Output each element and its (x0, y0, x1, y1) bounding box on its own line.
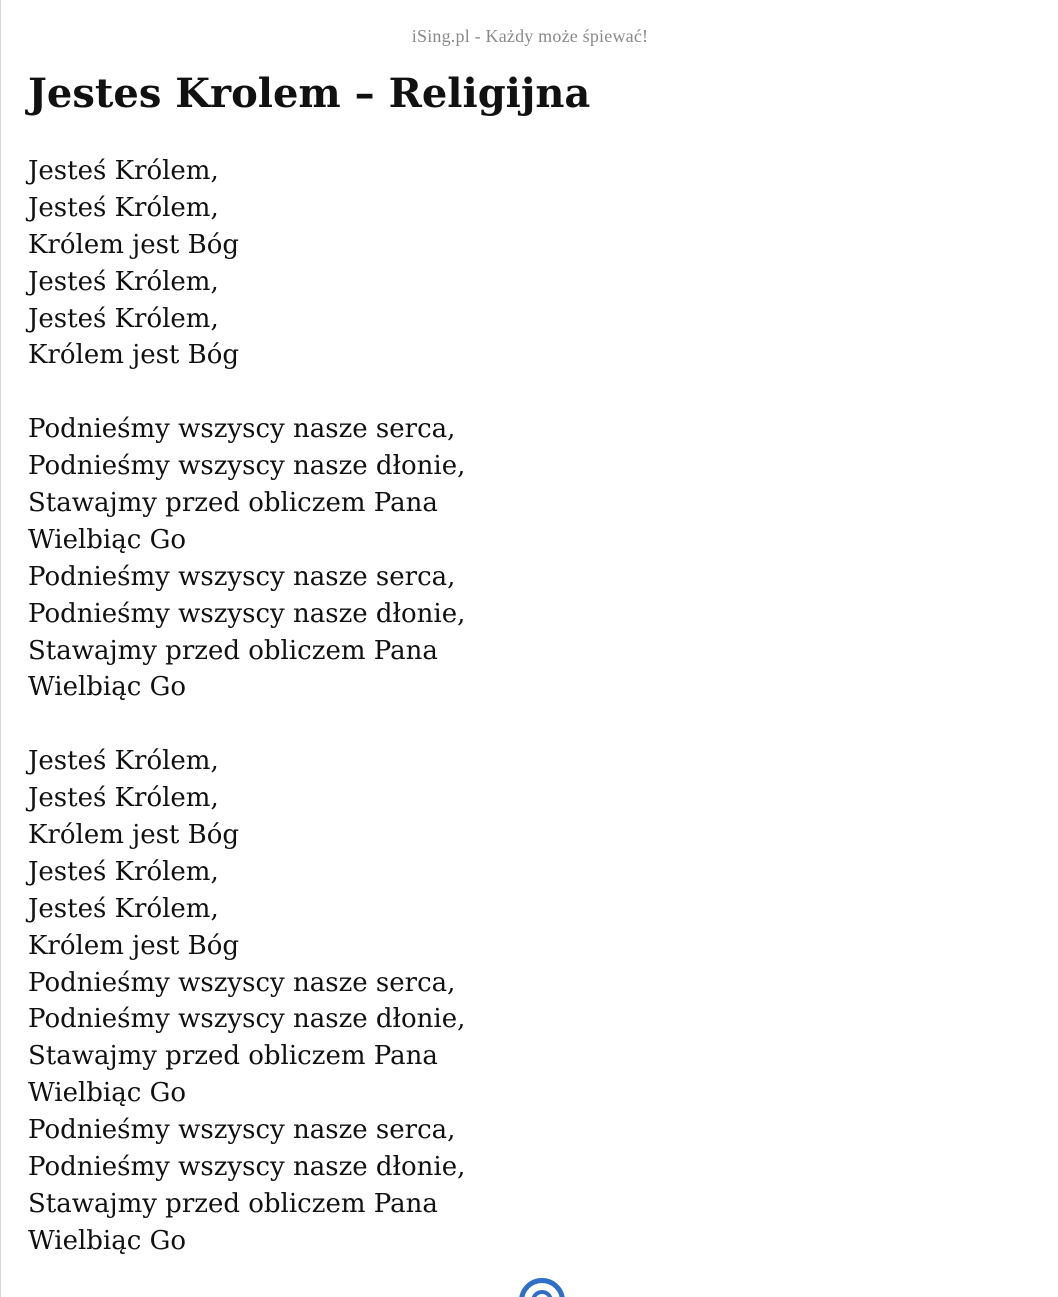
stanza-break (28, 374, 828, 411)
lyric-line: Stawajmy przed obliczem Pana (28, 635, 438, 666)
lyric-line: Podnieśmy wszyscy nasze serca, (28, 414, 456, 445)
site-header: iSing.pl - Każdy może śpiewać! (411, 26, 649, 46)
lyric-line: Podnieśmy wszyscy nasze dłonie, (28, 1152, 466, 1183)
lyric-line: Królem jest Bóg (28, 820, 240, 851)
lyric-line: Podnieśmy wszyscy nasze serca, (28, 1115, 456, 1146)
lyric-line: Jesteś Królem, (28, 192, 219, 223)
lyric-line: Stawajmy przed obliczem Pana (28, 1041, 438, 1072)
lyric-line: Stawajmy przed obliczem Pana (28, 1188, 438, 1219)
lyric-line: Jesteś Królem, (28, 266, 219, 297)
page-title: Jestes Krolem – Religijna (28, 70, 591, 117)
lyric-line: Stawajmy przed obliczem Pana (28, 488, 438, 519)
lyric-line: Podnieśmy wszyscy nasze serca, (28, 561, 456, 592)
ising-logo-icon[interactable] (519, 1278, 565, 1297)
lyric-line: Podnieśmy wszyscy nasze dłonie, (28, 1004, 466, 1035)
lyric-line: Jesteś Królem, (28, 156, 219, 186)
lyric-line: Jesteś Królem, (28, 783, 219, 814)
lyric-line: Jesteś Królem, (28, 856, 219, 887)
stanza-break (28, 706, 828, 743)
lyric-line: Podnieśmy wszyscy nasze dłonie, (28, 598, 466, 629)
lyric-line: Wielbiąc Go (28, 1078, 186, 1109)
lyrics-body (28, 153, 828, 1260)
lyric-line: Wielbiąc Go (28, 672, 186, 703)
lyric-line: Królem jest Bóg (28, 229, 240, 260)
lyric-line: Wielbiąc Go (28, 1225, 186, 1256)
lyric-line: Królem jest Bóg (28, 340, 240, 371)
lyric-line: Wielbiąc Go (28, 524, 186, 555)
lyric-line: Podnieśmy wszyscy nasze dłonie, (28, 451, 466, 482)
lyric-line: Królem jest Bóg (28, 930, 240, 961)
lyric-line: Jesteś Królem, (28, 746, 219, 777)
lyric-line: Jesteś Królem, (28, 303, 219, 334)
lyric-line: Jesteś Królem, (28, 893, 219, 924)
lyric-line: Podnieśmy wszyscy nasze serca, (28, 967, 456, 998)
